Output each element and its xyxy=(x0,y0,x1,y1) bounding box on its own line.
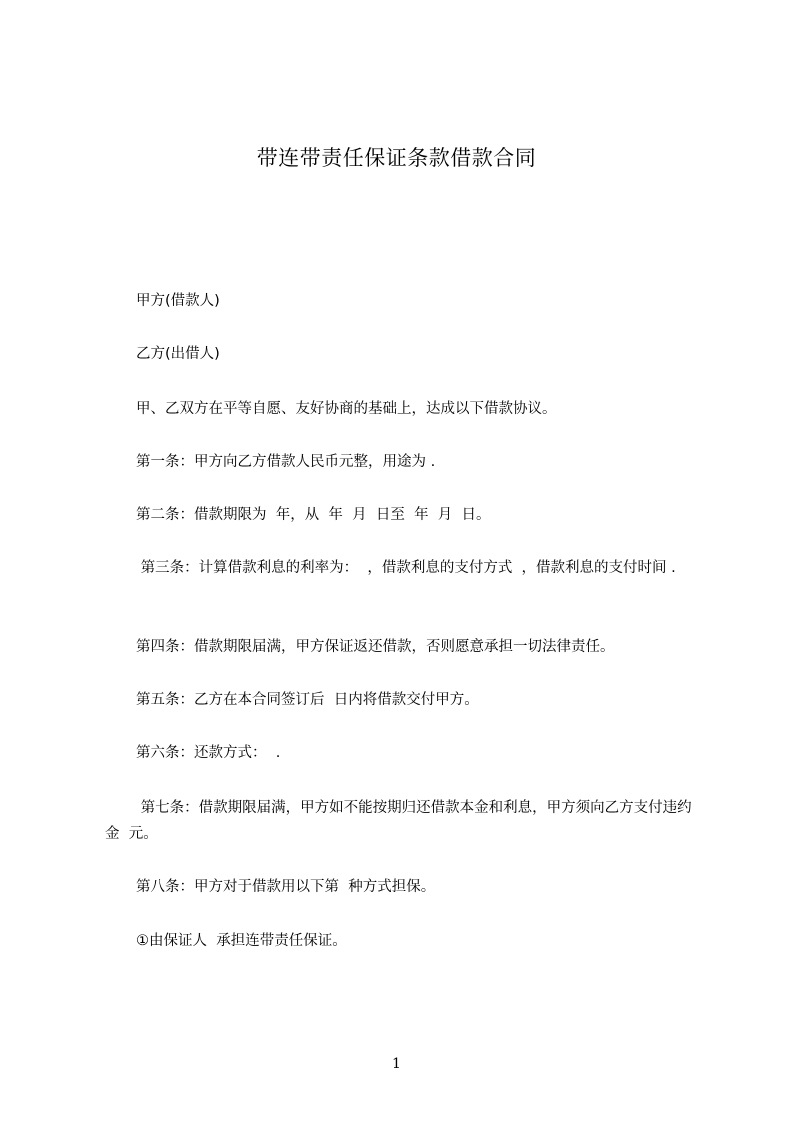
article-6-paragraph: 第六条：还款方式： . xyxy=(136,745,281,761)
article-3-paragraph: 第三条：计算借款利息的利率为： ，借款利息的支付方式 ，借款利息的支付时间 . xyxy=(136,560,676,576)
article-2-paragraph: 第二条：借款期限为 年，从 年 月 日至 年 月 日。 xyxy=(136,507,491,523)
party-b-line: 乙方(出借人) xyxy=(136,346,220,362)
article-1-paragraph: 第一条：甲方向乙方借款人民币元整，用途为 . xyxy=(136,454,436,470)
document-title: 带连带责任保证条款借款合同 xyxy=(256,146,537,170)
guarantee-option-1: ①由保证人 承担连带责任保证。 xyxy=(136,933,347,949)
article-5-paragraph: 第五条：乙方在本合同签订后 日内将借款交付甲方。 xyxy=(136,692,479,708)
page-number: 1 xyxy=(392,1056,401,1072)
article-4-paragraph: 第四条：借款期限届满，甲方保证返还借款，否则愿意承担一切法律责任。 xyxy=(136,639,615,655)
preamble-paragraph: 甲、乙双方在平等自愿、友好协商的基础上，达成以下借款协议。 xyxy=(136,401,557,417)
article-8-paragraph: 第八条：甲方对于借款用以下第 种方式担保。 xyxy=(136,879,436,895)
article-7-paragraph: 第七条：借款期限届满，甲方如不能按期归还借款本金和利息，甲方须向乙方支付违约金 元。 xyxy=(105,800,692,842)
party-a-line: 甲方(借款人) xyxy=(136,293,220,309)
